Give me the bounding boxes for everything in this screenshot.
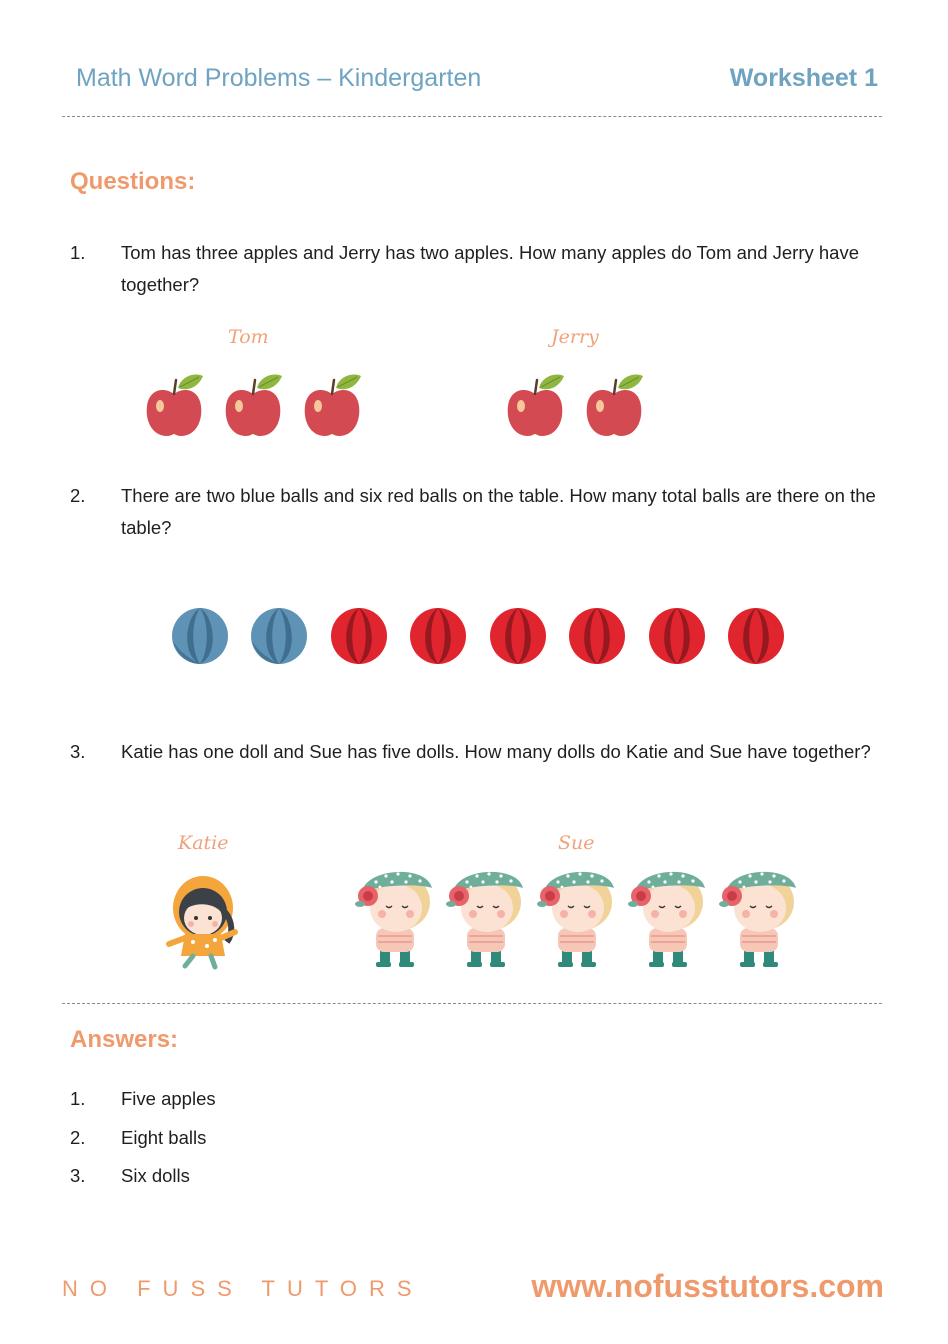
question-1-text: Tom has three apples and Jerry has two apples. How many apples do Tom and Jerry have together? xyxy=(121,242,859,295)
answer-3-number: 3. xyxy=(70,1165,86,1186)
answers-divider xyxy=(62,1003,882,1004)
tom-label: Tom xyxy=(228,326,269,348)
answer-1-number: 1. xyxy=(70,1088,86,1109)
question-3-number: 3. xyxy=(70,741,86,762)
answer-2-text: Eight balls xyxy=(121,1127,207,1148)
header-divider xyxy=(62,116,882,117)
website-link[interactable]: www.nofusstutors.com xyxy=(531,1268,884,1304)
apple-icon xyxy=(301,372,363,442)
red-ball-icon xyxy=(648,607,706,665)
jerry-label: Jerry xyxy=(551,326,599,348)
question-2-number: 2. xyxy=(70,485,86,506)
question-2-text: There are two blue balls and six red balls on the table. How many total balls are there on the table? xyxy=(121,485,876,538)
worksheet-title: Math Word Problems – Kindergarten xyxy=(76,64,482,92)
sue-doll-icon xyxy=(716,862,802,972)
red-ball-icon xyxy=(330,607,388,665)
answer-1-text: Five apples xyxy=(121,1088,216,1109)
apple-icon xyxy=(583,372,645,442)
questions-heading: Questions: xyxy=(70,168,196,195)
apple-icon xyxy=(222,372,284,442)
answer-3-text: Six dolls xyxy=(121,1165,190,1186)
red-ball-icon xyxy=(409,607,467,665)
answers-heading: Answers: xyxy=(70,1026,179,1053)
katie-doll-icon xyxy=(163,872,245,970)
red-ball-icon xyxy=(489,607,547,665)
red-ball-icon xyxy=(727,607,785,665)
question-1-number: 1. xyxy=(70,242,86,263)
blue-ball-icon xyxy=(171,607,229,665)
worksheet-number: Worksheet 1 xyxy=(729,64,878,92)
sue-doll-icon xyxy=(352,862,438,972)
question-3-text: Katie has one doll and Sue has five dolls. How many dolls do Katie and Sue have together? xyxy=(121,741,871,762)
sue-doll-icon xyxy=(625,862,711,972)
red-ball-icon xyxy=(568,607,626,665)
sue-doll-icon xyxy=(443,862,529,972)
apple-icon xyxy=(143,372,205,442)
sue-doll-icon xyxy=(534,862,620,972)
sue-label: Sue xyxy=(558,832,595,854)
apple-icon xyxy=(504,372,566,442)
answer-2-number: 2. xyxy=(70,1127,86,1148)
brand-name: NO FUSS TUTORS xyxy=(62,1276,424,1301)
katie-label: Katie xyxy=(178,832,229,854)
blue-ball-icon xyxy=(250,607,308,665)
